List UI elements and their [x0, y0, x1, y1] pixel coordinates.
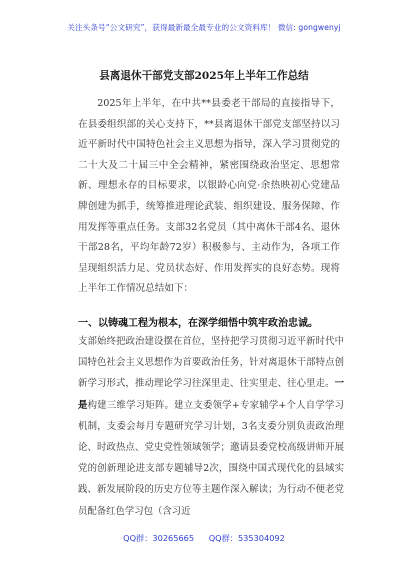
document-title: 县离退休干部党支部2025年上半年工作总结 [99, 70, 309, 82]
section-1-text-a: 支部始终把政治建设摆在首位，坚持把学习贯彻习近平新时代中国特色社会主义思想作为首要政治任务，针对离退休干部特点创新学习形式，推动理论学习往深里走、往实里走、往心里走。 [78, 336, 344, 390]
footer-contact [0, 533, 408, 544]
section-1-emphasis: 一是 [78, 378, 344, 411]
section-1-paragraph [78, 331, 344, 522]
section-heading-1: 一、以铸魂工程为根本，在深学细悟中筑牢政治忠诚。 [78, 318, 318, 329]
intro-paragraph: 2025年上半年，在中共**县委老干部局的直接指导下，在县委组织部的关心支持下，**县离退休干部党支部坚持以习近平新时代中国特色社会主义思想为指导，深入学习贯彻党的二十大及二十届三中全会精神，紧密围绕政治坚定、思想常新、理想永存的目标要求，以银龄心向党·余热映初心党建品牌创建为抓手，统筹推进理论武装、组织建设、服务保障、作用发挥等重点任务。支部32名党员（其中离休干部4名、退休干部28名，平均年龄72岁）积极参与、主动作为，各项工作呈现组织活力足、党员状态好、作用发挥实的良好态势。现将上半年工作情况总结如下： [78, 98, 340, 295]
section-1-text-b: 构建三维学习矩阵。建立支委领学+专家辅学+个人自学学习机制，支委会每月专题研究学习计划，3名支委分别负责政治理论、时政热点、党史党性领域领学；邀请县委党校高级讲师开展党的创新理论进支部专题辅导2次，围绕中国式现代化的县域实践、新发展阶段的历史方位等主题作深入解读；为行动不便老党员配备红色学习包（含习近 [78, 399, 344, 517]
document-body-intro [78, 94, 340, 300]
header-promo-note: 关注头条号“公文研究”，获得最新最全最专业的公文资料库！ 微信: gongwenyj [67, 23, 341, 32]
footer-qq-group-2: QQ群：535304092 [208, 533, 285, 543]
document-body-section-1 [78, 331, 344, 522]
footer-qq-group-1: QQ群：30265665 [123, 533, 195, 543]
